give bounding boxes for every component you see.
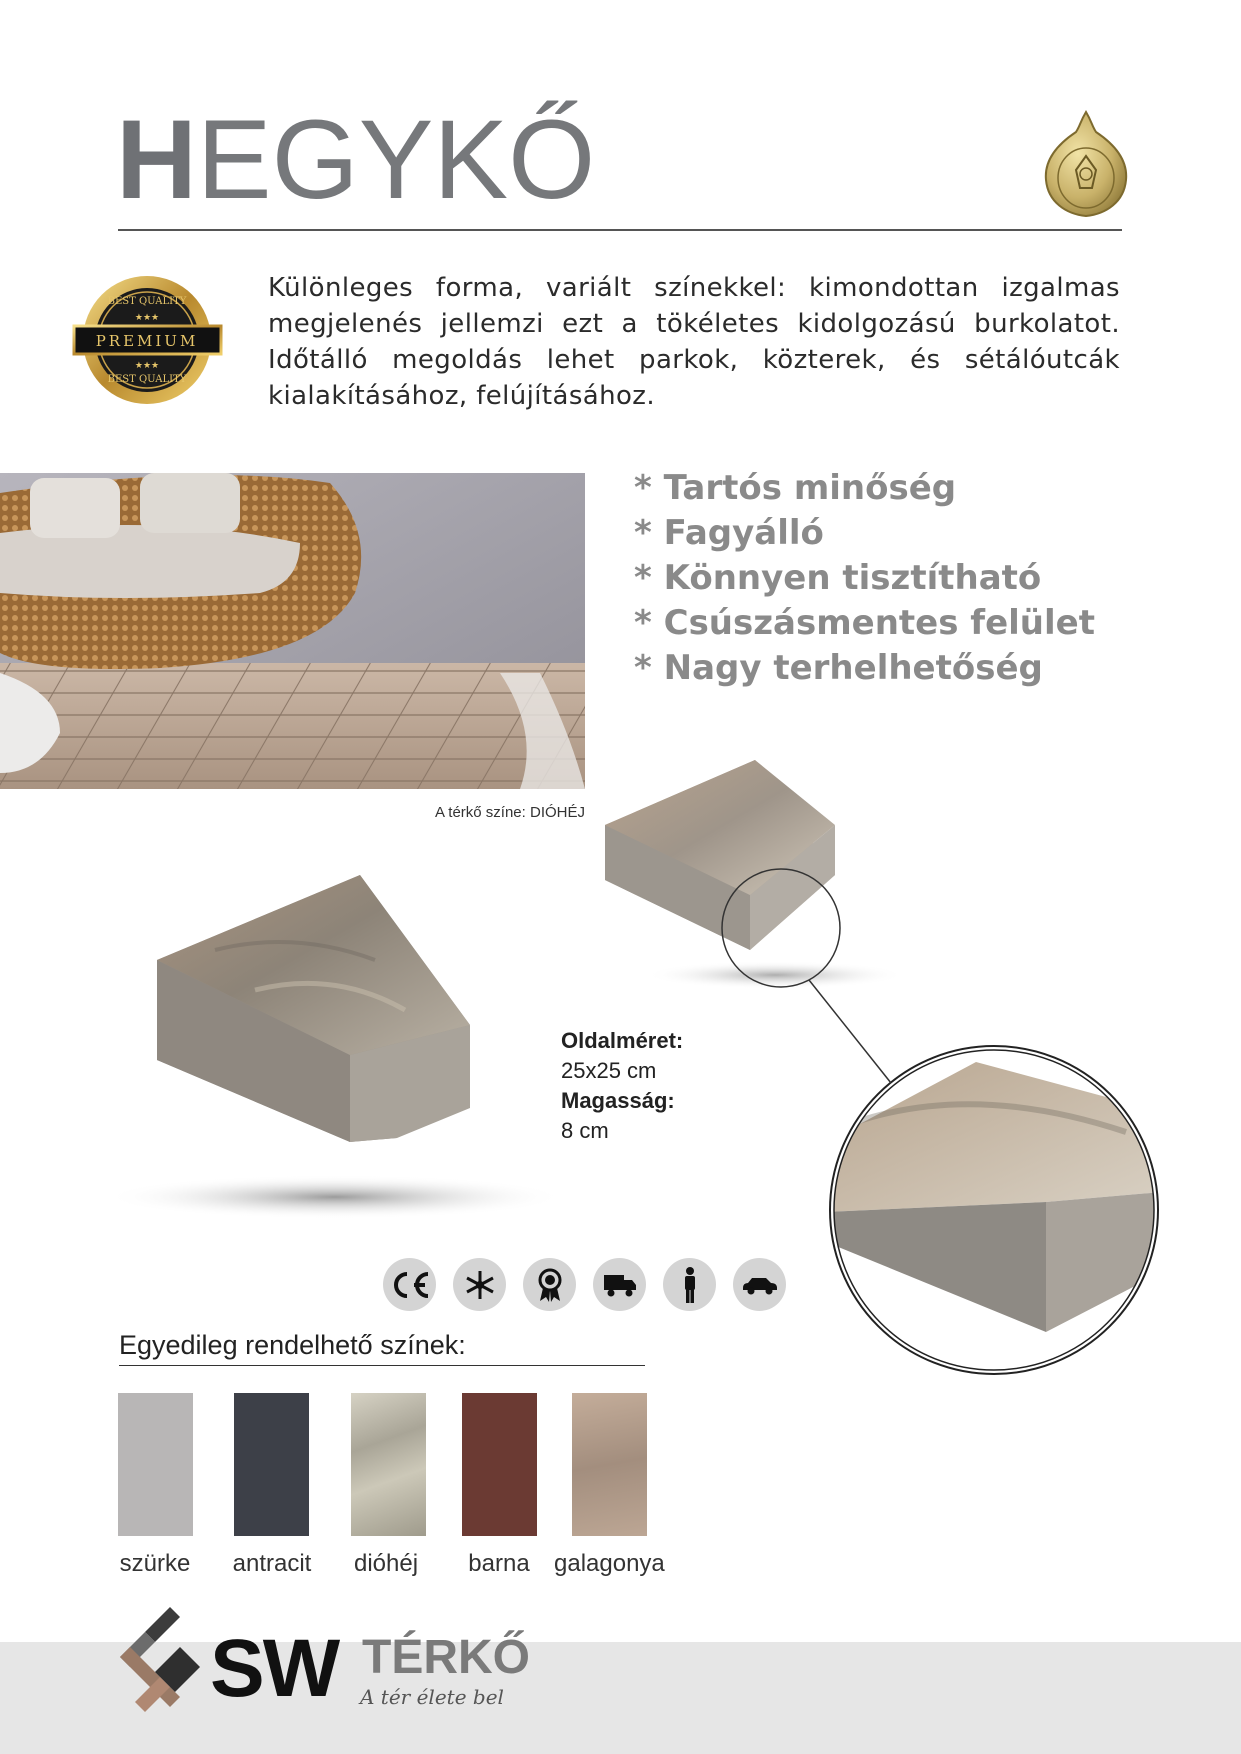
colors-heading: Egyedileg rendelhető színek:: [119, 1330, 466, 1360]
feature-item: * Nagy terhelhetőség: [634, 648, 1043, 688]
car-icon: [733, 1258, 786, 1311]
dimensions-block: [561, 1026, 683, 1146]
premium-bottom-label: BEST QUALITY: [107, 374, 187, 385]
color-label: galagonya: [554, 1550, 665, 1577]
color-swatch-antracit: [234, 1393, 309, 1536]
premium-badge: [70, 270, 225, 410]
height-label: Magasság:: [561, 1088, 675, 1113]
brand-name-terko: TÉRKŐ: [362, 1631, 530, 1684]
side-size-value: 25x25 cm: [561, 1058, 657, 1083]
side-size-label: Oldalméret:: [561, 1028, 684, 1053]
title-divider: [118, 229, 1122, 231]
snowflake-icon: [453, 1258, 506, 1311]
feature-list: [634, 466, 1095, 691]
property-icons: [383, 1258, 786, 1311]
award-icon: [523, 1258, 576, 1311]
ce-mark-icon: [383, 1258, 436, 1311]
premium-label: PREMIUM: [95, 332, 199, 350]
feature-item: * Könnyen tisztítható: [634, 558, 1042, 598]
color-label: antracit: [232, 1550, 312, 1577]
pedestrian-icon: [663, 1258, 716, 1311]
intro-paragraph: Különleges forma, variált színekkel: kimondottan izgalmas megjelenés jellemzi ezt a tökéletes kidolgozású burkolatot. Időtálló megoldás lehet parkok, közterek, és sétálóutcák kialakításához, felújításához.: [268, 273, 1120, 411]
color-swatch-szurke: [118, 1393, 193, 1536]
color-swatch-diohej: [351, 1393, 426, 1536]
color-label: szürke: [119, 1550, 191, 1577]
paver-stone-large: [95, 860, 575, 1230]
feature-item: * Csúszásmentes felület: [634, 603, 1095, 643]
product-photo: [0, 473, 585, 789]
color-label: barna: [468, 1550, 530, 1577]
truck-icon: [593, 1258, 646, 1311]
svg-text:★★★: ★★★: [134, 361, 160, 371]
color-swatch-galagonya: [572, 1393, 647, 1536]
quality-seal-icon: [1040, 108, 1132, 220]
feature-item: * Fagyálló: [634, 513, 824, 553]
brand-slogan: A tér élete bel: [360, 1685, 504, 1709]
brand-name-sw: SW: [210, 1623, 339, 1714]
page-title: [116, 97, 596, 222]
brand-logo-icon: [115, 1602, 205, 1722]
zoom-connector: [715, 868, 895, 1088]
feature-item: * Tartós minőség: [634, 468, 957, 508]
color-label: dióhéj: [353, 1550, 419, 1577]
title-rest: EGYKŐ: [196, 97, 596, 222]
height-value: 8 cm: [561, 1118, 609, 1143]
svg-text:★★★: ★★★: [134, 313, 160, 323]
color-swatch-barna: [462, 1393, 537, 1536]
detail-zoom: [826, 1042, 1162, 1378]
title-initial: H: [116, 97, 197, 222]
photo-caption: A térkő színe: DIÓHÉJ: [434, 804, 585, 821]
premium-top-label: BEST QUALITY: [107, 296, 187, 307]
colors-divider: [119, 1365, 645, 1366]
